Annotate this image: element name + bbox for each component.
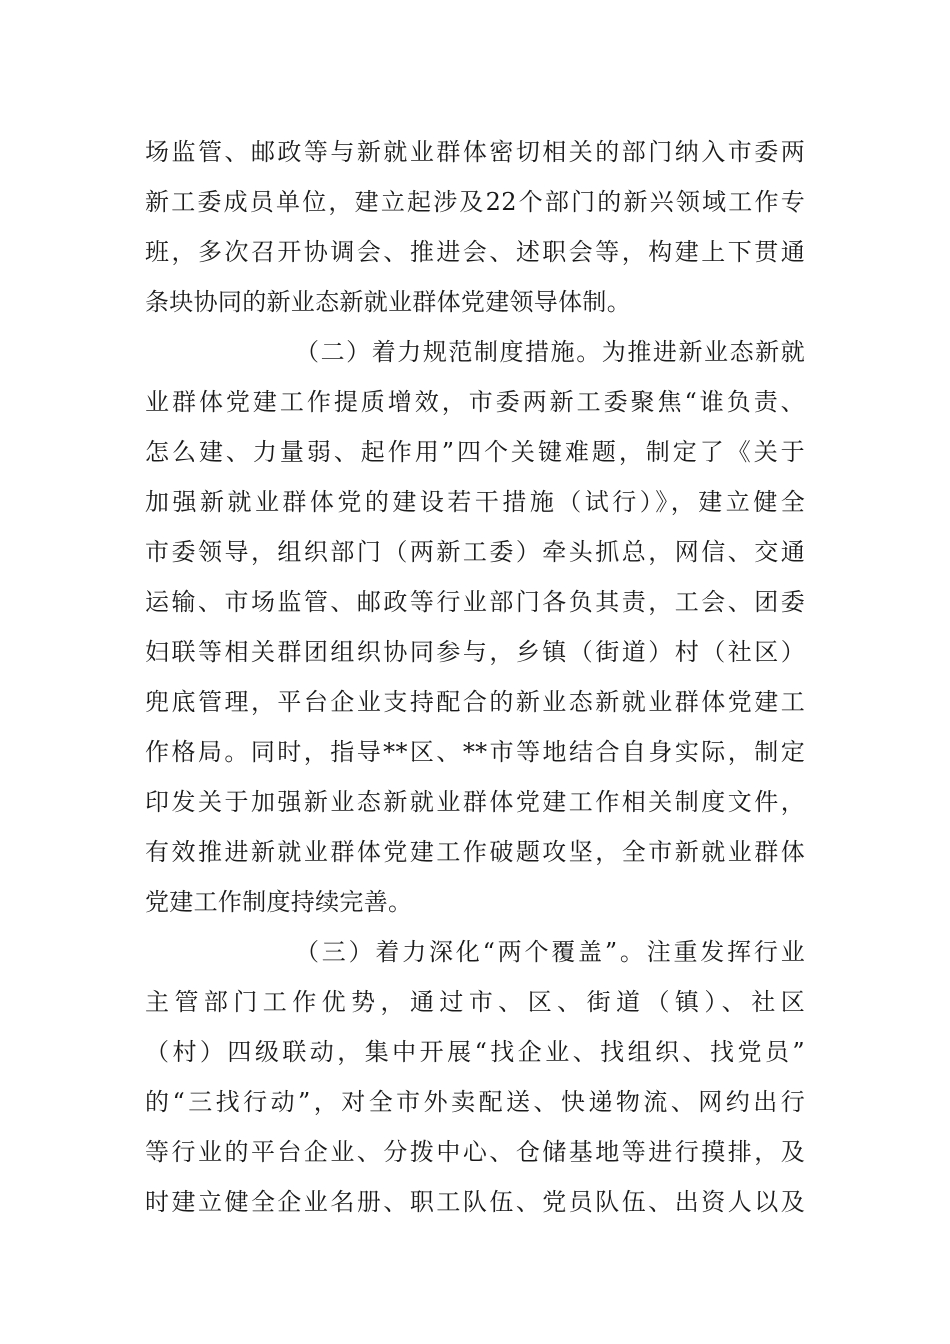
text-line: 妇联等相关群团组织协同参与，乡镇（街道）村（社区）: [145, 638, 805, 666]
text-line: 条块协同的新业态新就业群体党建领导体制。: [145, 288, 631, 316]
body-text: [145, 127, 805, 1227]
text-line: 新工委成员单位，建立起涉及22个部门的新兴领域工作专: [145, 188, 805, 216]
text-line: 运输、市场监管、邮政等行业部门各负其责，工会、团委: [145, 588, 805, 616]
text-line: 班，多次召开协调会、推进会、述职会等，构建上下贯通: [145, 238, 805, 266]
text-line: 印发关于加强新业态新就业群体党建工作相关制度文件，: [145, 788, 805, 816]
text-line: 的“三找行动”，对全市外卖配送、快递物流、网约出行: [145, 1088, 805, 1116]
text-line: 等行业的平台企业、分拨中心、仓储基地等进行摸排，及: [145, 1138, 805, 1166]
text-line: 时建立健全企业名册、职工队伍、党员队伍、出资人以及: [145, 1188, 805, 1216]
text-line: 场监管、邮政等与新就业群体密切相关的部门纳入市委两: [145, 138, 805, 166]
text-line: 主管部门工作优势，通过市、区、街道（镇）、社区: [145, 988, 805, 1016]
text-line: （村）四级联动，集中开展“找企业、找组织、找党员”: [145, 1038, 805, 1066]
section-heading-line: （二）着力规范制度措施。为推进新业态新就: [295, 338, 805, 366]
text-line: 业群体党建工作提质增效，市委两新工委聚焦“谁负责、: [145, 388, 805, 416]
section-heading-line: （三）着力深化“两个覆盖”。注重发挥行业: [295, 938, 805, 966]
text-line: 市委领导，组织部门（两新工委）牵头抓总，网信、交通: [145, 538, 805, 566]
text-line: 有效推进新就业群体党建工作破题攻坚，全市新就业群体: [145, 838, 805, 866]
text-line: 党建工作制度持续完善。: [145, 888, 413, 916]
text-line: 加强新就业群体党的建设若干措施（试行）》，建立健全: [145, 488, 805, 516]
text-line: 作格局。同时，指导**区、**市等地结合自身实际，制定: [145, 738, 805, 766]
text-line: 兜底管理，平台企业支持配合的新业态新就业群体党建工: [145, 688, 805, 716]
text-line: 怎么建、力量弱、起作用”四个关键难题，制定了《关于: [145, 438, 805, 466]
